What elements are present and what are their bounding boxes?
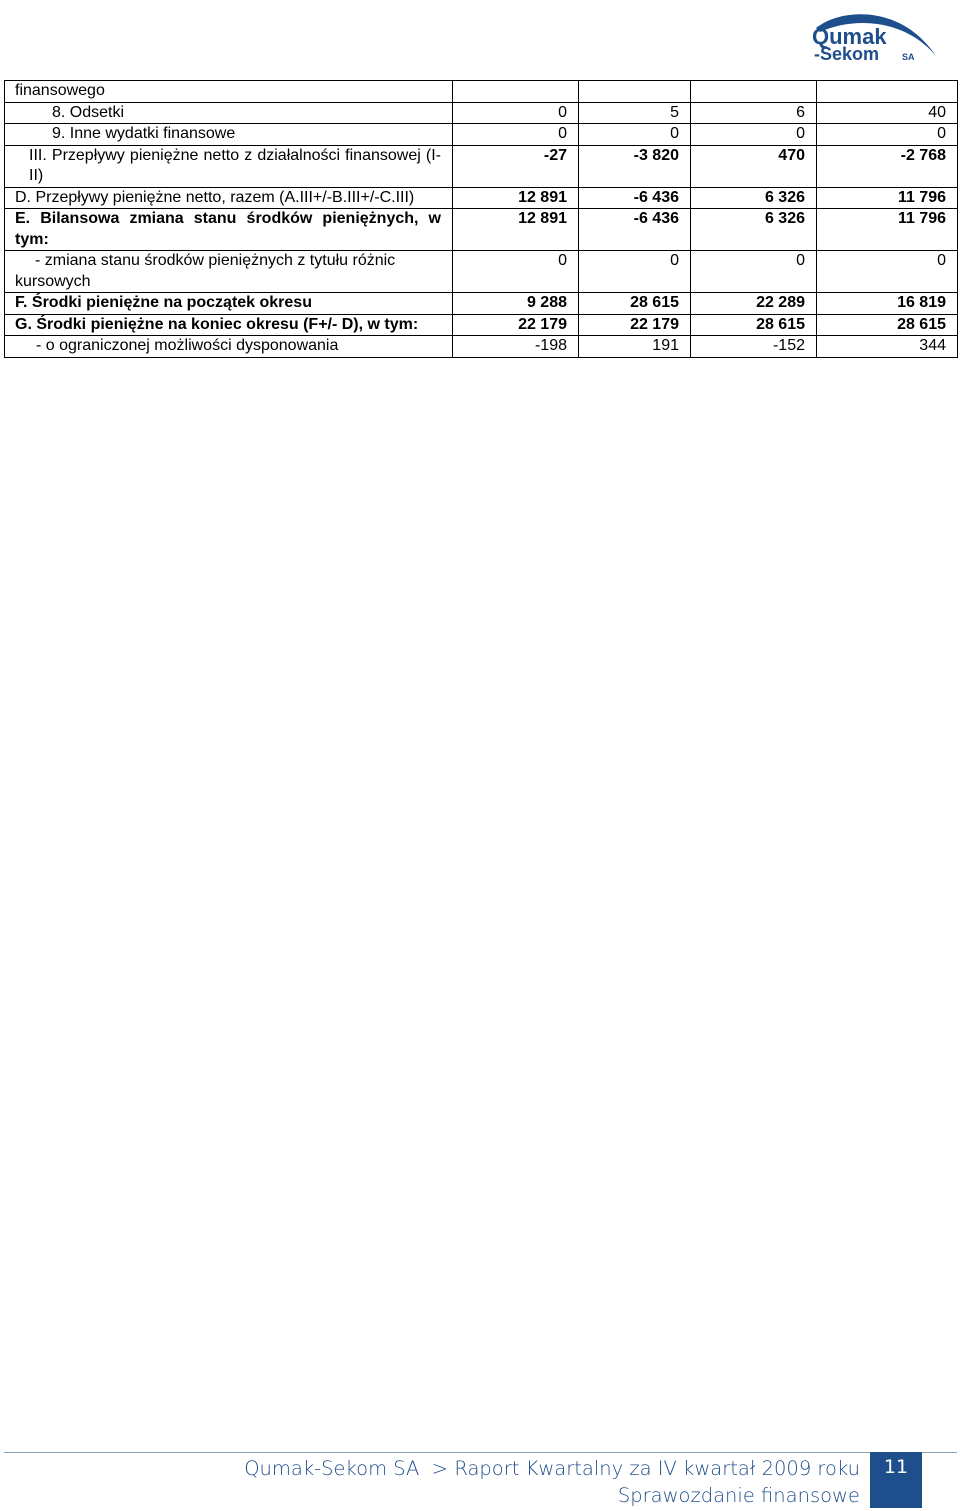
cell-value: 11 796 <box>817 209 958 251</box>
page-number: 11 <box>870 1452 922 1508</box>
row-label: 8. Odsetki <box>5 102 453 124</box>
table-row <box>5 102 958 124</box>
cell-value: 0 <box>691 251 817 293</box>
cell-value: 470 <box>691 145 817 187</box>
cash-flow-table-body <box>5 81 958 358</box>
row-label: D. Przepływy pieniężne netto, razem (A.III+/-B.III+/-C.III) <box>5 187 453 209</box>
row-label: 9. Inne wydatki finansowe <box>5 124 453 146</box>
cell-value: 9 288 <box>453 293 579 315</box>
row-label: - o ograniczonej możliwości dysponowania <box>5 336 453 358</box>
cell-value <box>691 81 817 103</box>
cell-value: 0 <box>579 124 691 146</box>
table-row <box>5 314 958 336</box>
cell-value: 0 <box>579 251 691 293</box>
table-row <box>5 145 958 187</box>
cell-value: 6 326 <box>691 209 817 251</box>
cell-value: 12 891 <box>453 187 579 209</box>
cell-value: -152 <box>691 336 817 358</box>
row-label: G. Środki pieniężne na koniec okresu (F+/- D), w tym: <box>5 314 453 336</box>
cell-value: 5 <box>579 102 691 124</box>
logo-text-line2: -Sekom <box>814 44 880 64</box>
cell-value: 22 289 <box>691 293 817 315</box>
cell-value: 11 796 <box>817 187 958 209</box>
company-logo <box>806 6 942 66</box>
row-label: III. Przepływy pieniężne netto z działalności finansowej (I-II) <box>5 145 453 187</box>
cell-value: 40 <box>817 102 958 124</box>
table-row <box>5 293 958 315</box>
cash-flow-table <box>4 80 958 358</box>
cell-value: -27 <box>453 145 579 187</box>
cell-value: -6 436 <box>579 209 691 251</box>
cell-value: 0 <box>817 124 958 146</box>
cell-value: 0 <box>453 124 579 146</box>
cell-value: -3 820 <box>579 145 691 187</box>
footer-report-title: Raport Kwartalny za IV kwartał 2009 roku <box>454 1457 860 1480</box>
row-label: E. Bilansowa zmiana stanu środków pieniężnych, w tym: <box>5 209 453 251</box>
table-row <box>5 124 958 146</box>
table-row <box>5 209 958 251</box>
cell-value: 191 <box>579 336 691 358</box>
cell-value: 0 <box>691 124 817 146</box>
table-row <box>5 81 958 103</box>
logo-text-suffix: SA <box>902 52 915 62</box>
cell-value: 22 179 <box>453 314 579 336</box>
table-row <box>5 187 958 209</box>
cell-value: 28 615 <box>817 314 958 336</box>
footer-separator: > <box>431 1457 449 1480</box>
cell-value: 28 615 <box>691 314 817 336</box>
cell-value: 0 <box>453 251 579 293</box>
cell-value: 6 326 <box>691 187 817 209</box>
cell-value: -6 436 <box>579 187 691 209</box>
cell-value: 28 615 <box>579 293 691 315</box>
cell-value: 16 819 <box>817 293 958 315</box>
row-label: F. Środki pieniężne na początek okresu <box>5 293 453 315</box>
row-label <box>5 251 453 293</box>
cell-value: 6 <box>691 102 817 124</box>
cell-value <box>817 81 958 103</box>
row-label-text: - zmiana stanu środków pieniężnych z tytułu różnic kursowych <box>15 252 396 290</box>
cell-value <box>453 81 579 103</box>
cell-value: 12 891 <box>453 209 579 251</box>
cell-value <box>579 81 691 103</box>
page-footer <box>0 1452 960 1511</box>
cell-value: 0 <box>817 251 958 293</box>
logo-text-line1: Qumak <box>812 24 887 49</box>
cell-value: 0 <box>453 102 579 124</box>
footer-section: Sprawozdanie finansowe <box>617 1484 860 1507</box>
footer-text <box>244 1455 860 1509</box>
cell-value: 344 <box>817 336 958 358</box>
footer-company: Qumak-Sekom SA <box>244 1457 420 1480</box>
cell-value: -2 768 <box>817 145 958 187</box>
table-row <box>5 251 958 293</box>
footer-line-1 <box>244 1455 860 1482</box>
row-label: finansowego <box>5 81 453 103</box>
cell-value: -198 <box>453 336 579 358</box>
cell-value: 22 179 <box>579 314 691 336</box>
table-row <box>5 336 958 358</box>
